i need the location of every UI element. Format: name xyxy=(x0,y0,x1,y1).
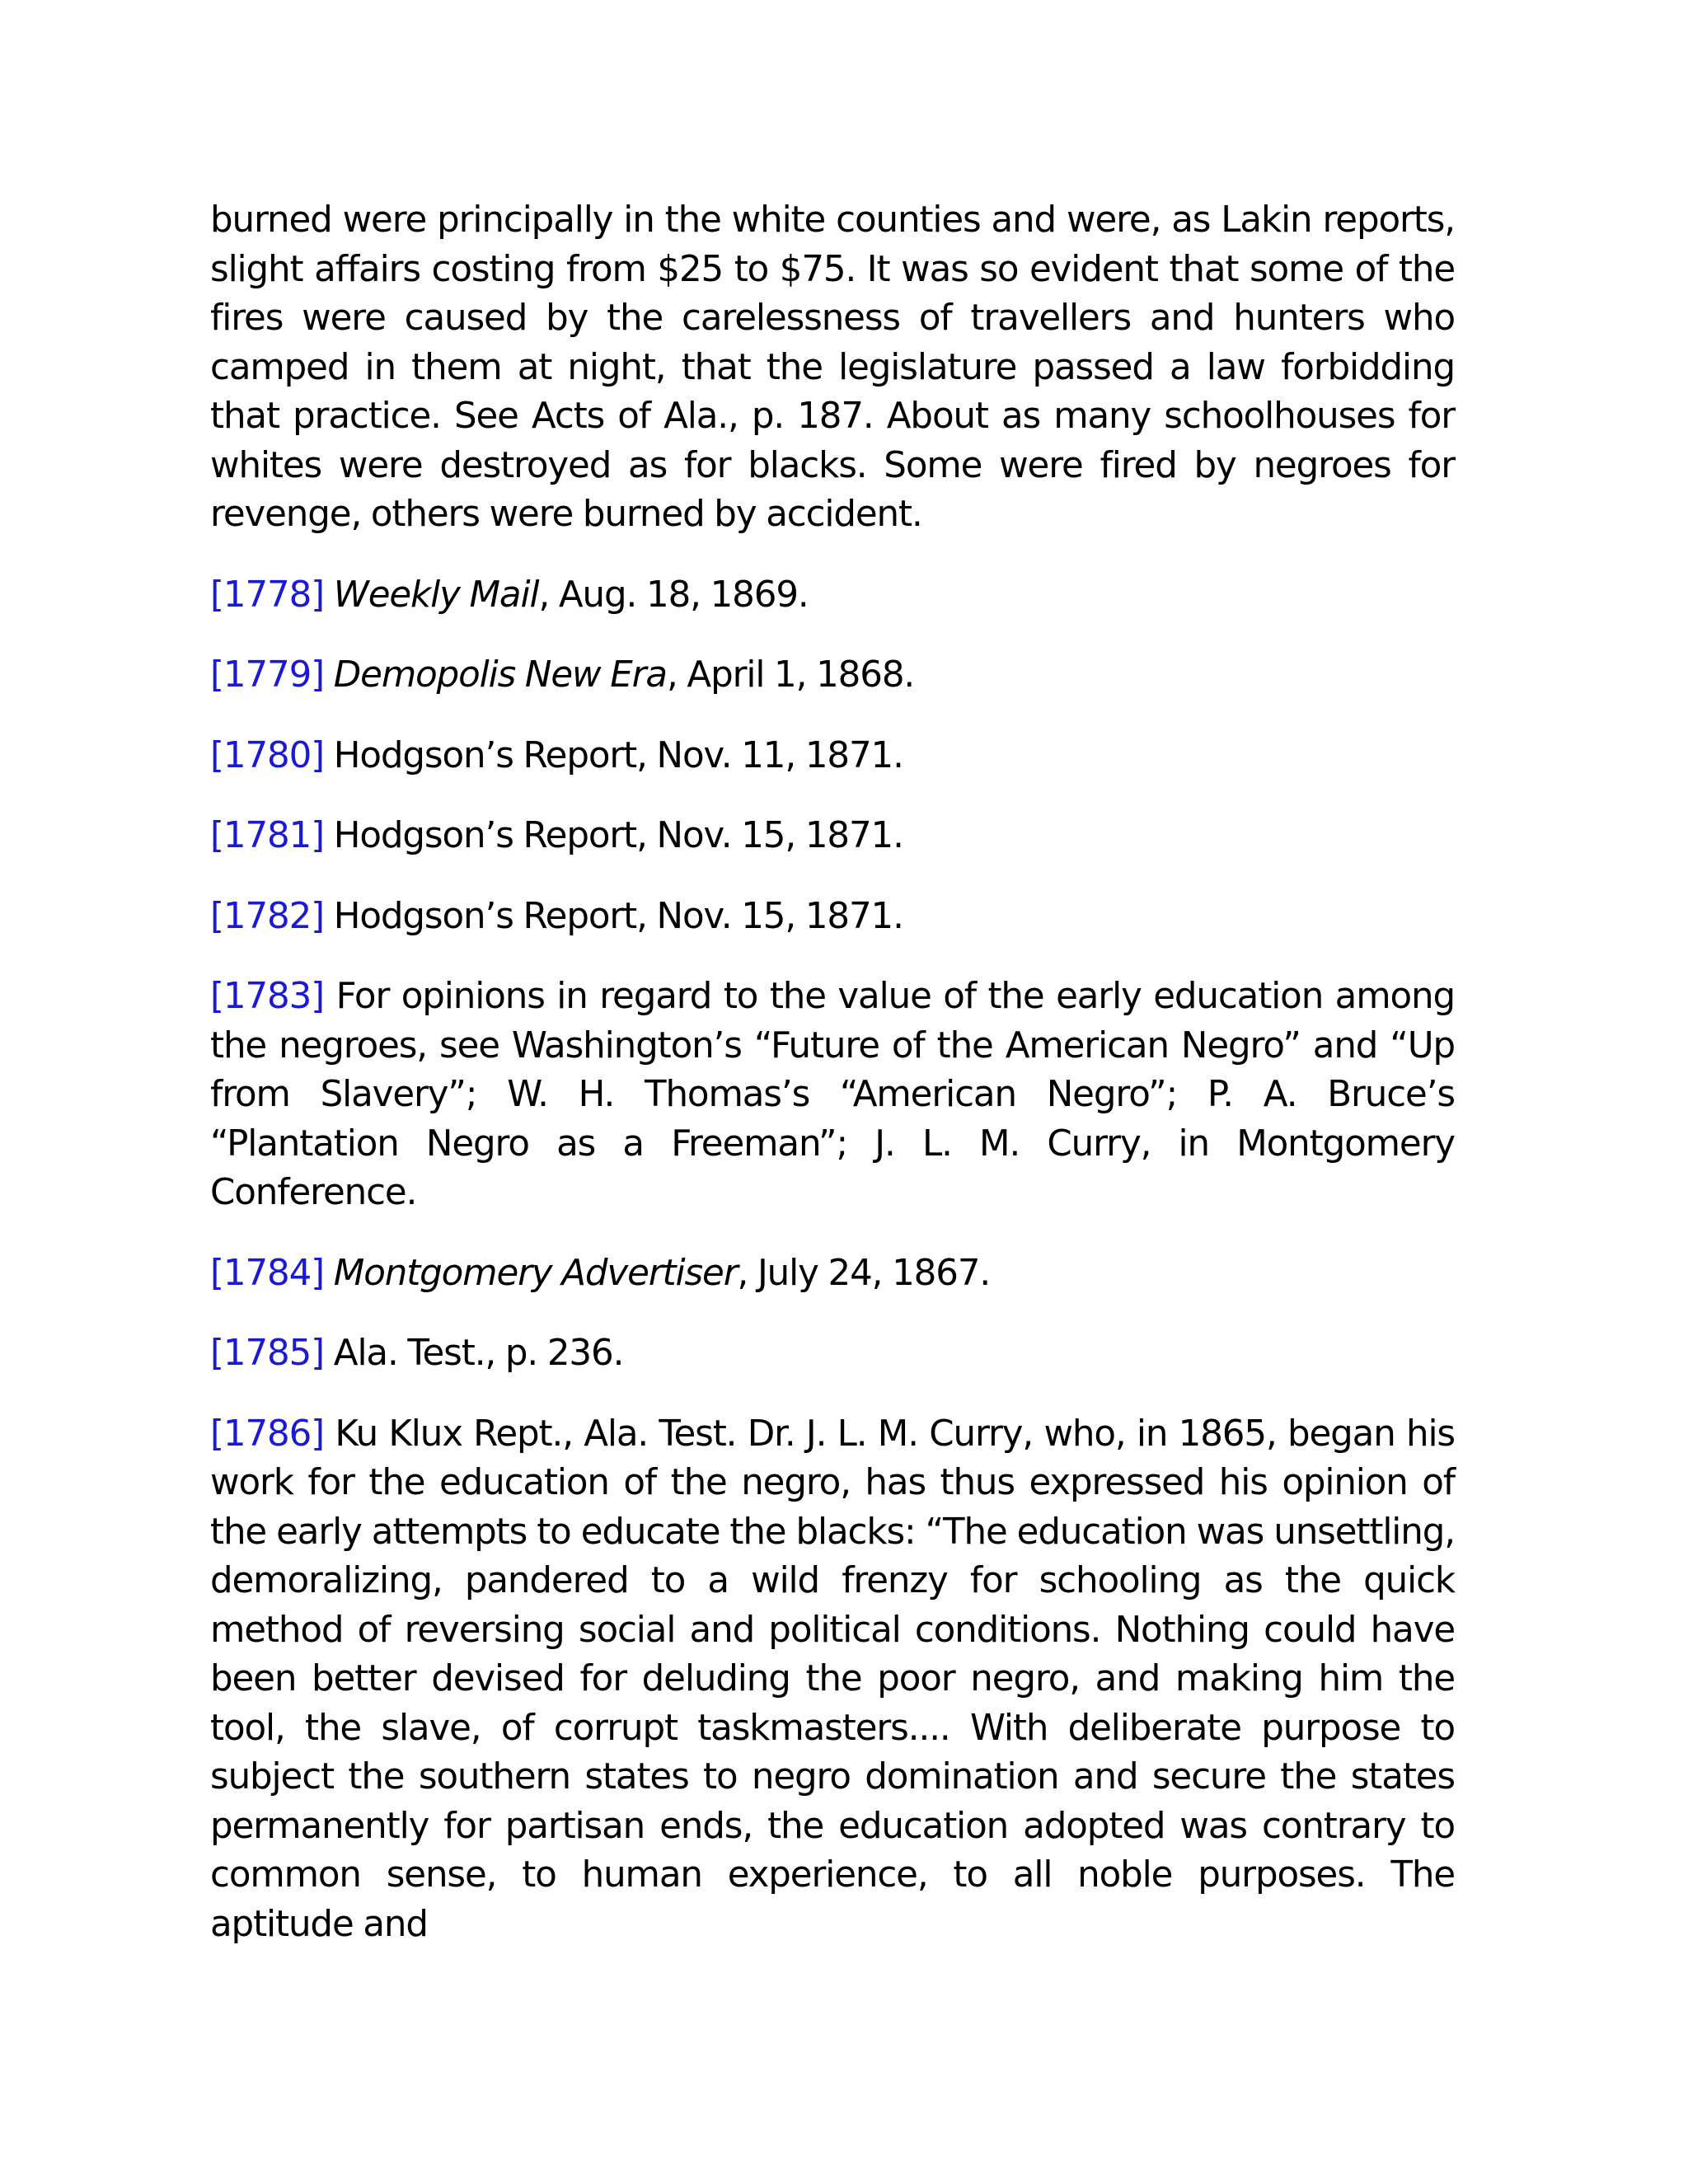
footnote-1781 xyxy=(210,812,1455,861)
document-page xyxy=(210,196,1455,1980)
footnote-ref-1780[interactable]: [1780] xyxy=(210,734,325,776)
footnote-text: Ala. Test., p. 236. xyxy=(333,1333,624,1374)
footnote-1784 xyxy=(210,1249,1455,1299)
footnote-text: , April 1, 1868. xyxy=(666,654,915,696)
footnote-text: For opinions in regard to the value of the early education among the negroes, see Washington’s “Future of the American Negro” and “Up from Slavery”; W. H. Thomas’s “American Negro”; P. A. Bruce’s “Plantation Negro as a Freeman”; J. L. M. Curry, in Montgomery Conference. xyxy=(210,976,1455,1213)
footnote-text: Hodgson’s Report, Nov. 15, 1871. xyxy=(333,895,903,937)
footnote-ref-1786[interactable]: [1786] xyxy=(210,1413,325,1455)
footnote-1782 xyxy=(210,893,1455,942)
footnote-text: , July 24, 1867. xyxy=(737,1252,991,1294)
footnote-1786 xyxy=(210,1410,1455,1950)
footnote-ref-1784[interactable]: [1784] xyxy=(210,1252,325,1294)
intro-paragraph: burned were principally in the white counties and were, as Lakin reports, slight affairs costing from $25 to $75. It was so evident that some of the fires were caused by the carelessness of travellers and hunters who camped in them at night, that the legislature passed a law forbidding that practice. See Acts of Ala., p. 187. About as many schoolhouses for whites were destroyed as for blacks. Some were fired by negroes for revenge, others were burned by accident. xyxy=(210,199,1455,535)
footnote-ref-1779[interactable]: [1779] xyxy=(210,654,325,696)
footnote-1783 xyxy=(210,972,1455,1218)
footnote-text: Ku Klux Rept., Ala. Test. Dr. J. L. M. Curry, who, in 1865, began his work for the education of the negro, has thus expressed his opinion of the early attempts to educate the blacks: “The education was unsettling, demoralizing, pandered to a wild frenzy for schooling as the quick method of reversing social and political conditions. Nothing could have been better devised for deluding the poor negro, and making him the tool, the slave, of corrupt taskmasters.... With deliberate purpose to subject the southern states to negro domination and secure the states permanently for partisan ends, the education adopted was contrary to common sense, to human experience, to all noble purposes. The aptitude and xyxy=(210,1413,1455,1945)
footnote-1780 xyxy=(210,732,1455,781)
footnote-title: Weekly Mail xyxy=(333,574,539,616)
footnote-ref-1781[interactable]: [1781] xyxy=(210,815,325,856)
footnote-text: Hodgson’s Report, Nov. 11, 1871. xyxy=(333,734,903,776)
footnote-1779 xyxy=(210,651,1455,701)
footnote-ref-1778[interactable]: [1778] xyxy=(210,574,325,616)
footnote-text: , Aug. 18, 1869. xyxy=(538,574,809,616)
footnote-1785 xyxy=(210,1329,1455,1379)
footnote-title: Montgomery Advertiser xyxy=(333,1252,738,1294)
footnote-title: Demopolis New Era xyxy=(333,654,667,696)
footnote-text: Hodgson’s Report, Nov. 15, 1871. xyxy=(333,815,903,856)
footnote-1778 xyxy=(210,571,1455,621)
footnote-ref-1785[interactable]: [1785] xyxy=(210,1333,325,1374)
footnote-ref-1782[interactable]: [1782] xyxy=(210,895,325,937)
footnote-ref-1783[interactable]: [1783] xyxy=(210,976,325,1017)
